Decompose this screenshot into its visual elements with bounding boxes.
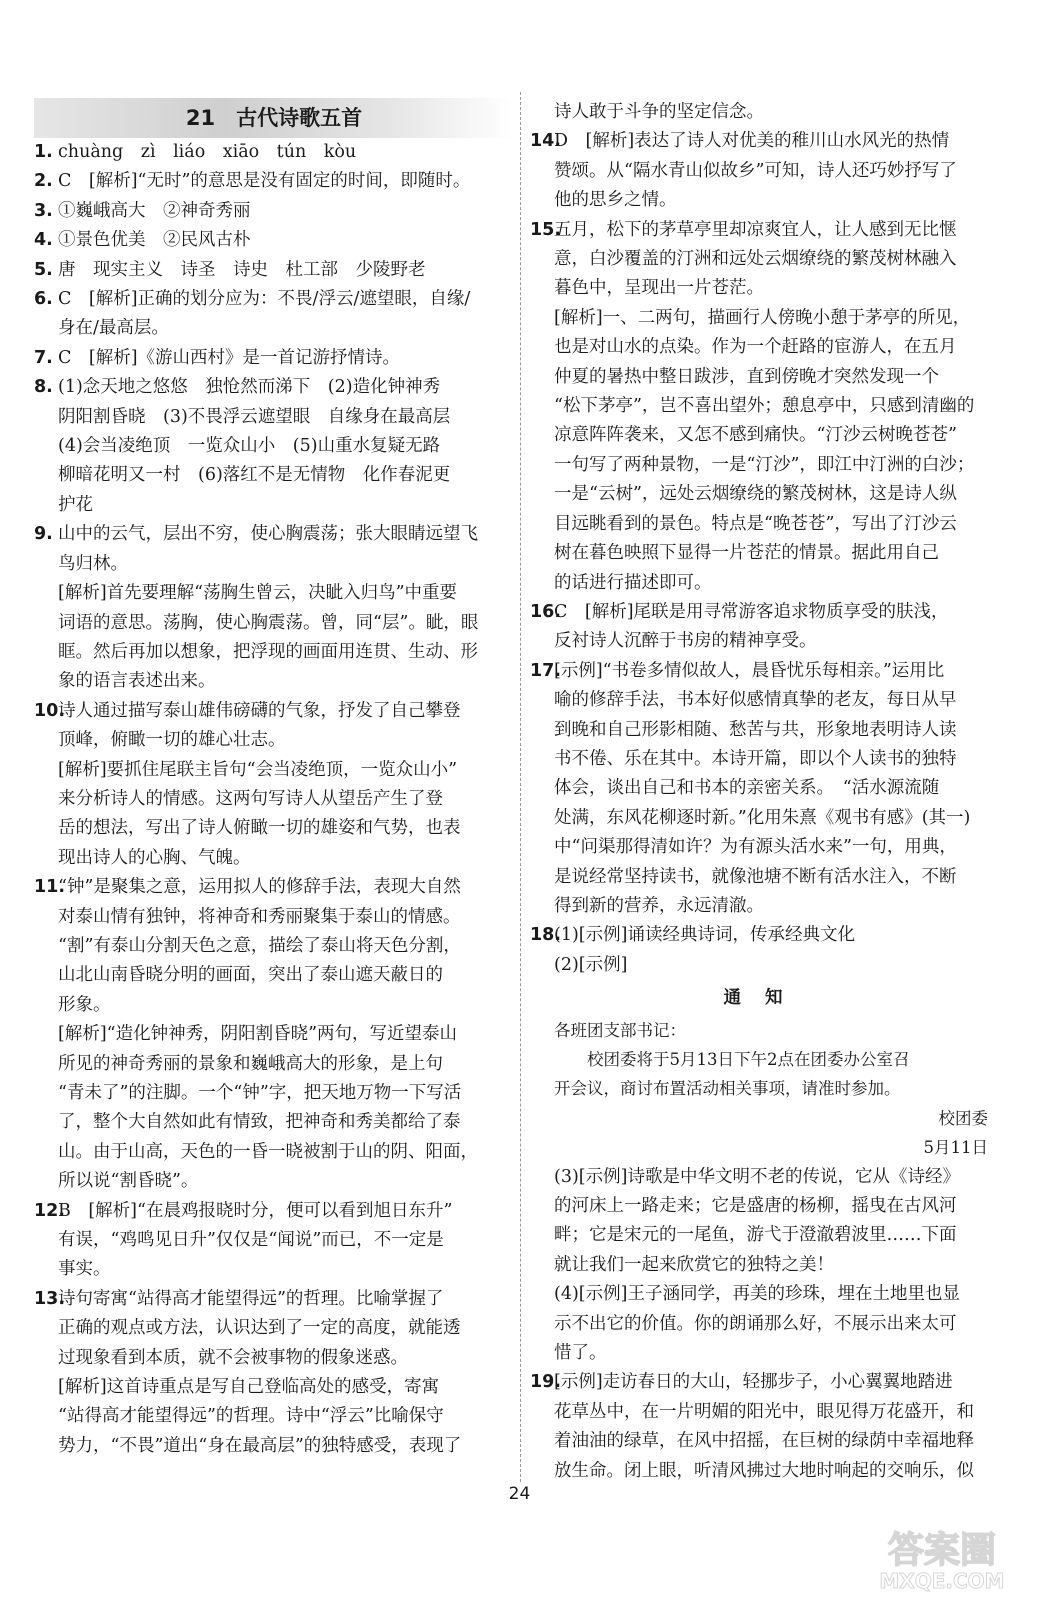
answer-line: 书不倦、乐在其中。本诗开篇，即以个人读书的独特 [554,748,957,769]
watermark-logo [852,1520,1032,1594]
answer-line: [示例]“书卷多情似故人，晨昏忧乐每相亲。”运用比 [554,660,945,681]
answer-item [530,1368,1000,1486]
right-column [530,98,1000,1486]
answer-number: 13. [34,1288,66,1309]
answer-line: [解析]这首诗重点是写自己登临高处的感受，寄寓 [58,1377,440,1398]
answer-line: C [解析]“无时”的意思是没有固定的时间，即随时。 [58,171,471,192]
answer-item [34,138,514,167]
right-answer-list [530,98,1000,980]
answer-line: 唐 现实主义 诗圣 诗史 杜工部 少陵野老 [58,259,426,280]
answer-line: 目远眺看到的景色。特点是“晚苍苍”，写出了汀沙云 [554,513,957,534]
left-column [34,98,514,1461]
notice-signature: 校团委 [938,1108,988,1128]
answer-line: (1)念天地之悠悠 独怆然而涕下 (2)造化钟神秀 [58,377,441,398]
answer-line: 他的思乡之情。 [554,190,677,211]
answer-item [34,197,514,226]
answer-line: 花草丛中，在一片明媚的阳光中，眼见得万花盛开，和 [554,1401,974,1422]
answer-line: 正确的观点或方法，认识达到了一定的高度，就能透 [58,1318,461,1339]
answer-line: 现出诗人的心胸、气魄。 [58,847,251,868]
answer-line: 鸟归林。 [58,553,128,574]
answer-item [34,285,514,344]
answer-line: 过现象看到本质，就不会被事物的假象迷惑。 [58,1347,408,1368]
column-divider [520,92,521,1482]
answer-line: 示不出它的价值。你的朗诵那么好，不展示出来太可 [554,1313,957,1334]
page-number: 24 [508,1484,531,1504]
answer-number: 17. [530,660,562,681]
section-title: 21 古代诗歌五首 [34,98,514,138]
answer-line: 到晚和自己形影相随、愁苦与共，形象地表明诗人读 [554,719,957,740]
answer-line: [解析]一、二两句，描画行人傍晚小憩于茅亭的所见， [554,307,971,328]
answer-item [530,1280,1000,1368]
answer-item [34,344,514,373]
answer-number: 2. [34,171,53,192]
answer-line: [解析]首先要理解“荡胸生曾云，决眦入归鸟”中重要 [58,583,458,604]
answer-line: 所见的神奇秀丽的景象和巍峨高大的形象，是上句 [58,1053,443,1074]
answer-line: 对泰山情有独钟，将神奇和秀丽聚集于泰山的情感。 [58,906,461,927]
answer-number: 1. [34,142,53,162]
answer-line: 一句写了两种景物，一是“汀沙”，即江中汀洲的白沙； [554,454,975,475]
answer-line: (4)[示例]王子涵同学，再美的珍珠，埋在土地里也显 [554,1284,960,1305]
answer-line: C [解析]《游山西村》是一首记游抒情诗。 [58,347,401,368]
answer-line: 身在/最高层。 [58,318,169,339]
answer-item [34,1373,514,1461]
answer-line: 仲夏的暑热中整日跋涉，直到傍晚才突然发现一个 [554,366,939,387]
answer-item [34,226,514,255]
answer-line: 护花 [58,494,93,515]
notice-body-line: 开会议，商讨布置活动相关事项，请准时参加。 [554,1079,901,1099]
answer-line: 体会，谈出自己和书本的亲密关系。 “活水源流随 [554,778,940,799]
answer-number: 18. [530,925,562,946]
answer-number: 15. [530,219,562,240]
answer-line: “青未了”的注脚。一个“钟”字，把天地万物一下写活 [58,1083,462,1103]
answer-line: 得到新的营养，永远清澈。 [554,895,764,916]
answer-line: “钟”是聚集之意，运用拟人的修辞手法，表现大自然 [58,877,461,898]
answer-item [530,98,1000,127]
answer-line: (1)[示例]诵读经典诗词，传承经典文化 [554,925,855,946]
answer-line: 是说经常坚持读书，就像池塘不断有活水注入，不断 [554,866,957,887]
answer-line: 畔；它是宋元的一尾鱼，游弋于澄澈碧波里……下面 [554,1225,957,1246]
answer-line: 词语的意思。荡胸，使心胸震荡。曾，同“层”。眦，眼 [58,612,479,633]
answer-line: 顶峰，俯瞰一切的雄心壮志。 [58,730,286,751]
answer-number: 14. [530,131,562,152]
notice-date: 5月11日 [923,1138,988,1158]
answer-line: 就让我们一起来欣赏它的独特之美！ [554,1254,834,1275]
answer-line: 赞颂。从“隔水青山似故乡”可知，诗人还巧妙抒写了 [554,160,957,181]
answer-line: 一是“云树”，远处云烟缭绕的繁茂树林，这是诗人纵 [554,484,957,505]
answer-item [530,657,1000,922]
answer-item [34,373,514,520]
watermark-text-top: 答案圈 [887,1530,997,1571]
answer-line: 的河床上一路走来；它是盛唐的杨柳，摇曳在古风河 [554,1196,957,1217]
answer-line: 所以说“割昏晓”。 [58,1171,199,1192]
answer-line: 有误，“鸡鸣见日升”仅仅是“闻说”而已，不一定是 [58,1230,444,1251]
answer-number: 11. [34,877,66,898]
answer-line: 诗句寄寓“站得高才能望得远”的哲理。比喻掌握了 [58,1288,444,1309]
answer-number: 10. [34,700,66,721]
answer-item [34,756,514,874]
answer-item [530,216,1000,304]
answer-line: 柳暗花明又一村 (6)落红不是无情物 化作春泥更 [58,465,451,486]
answer-line: 着油油的绿草，在风中招摇，在巨树的绿荫中幸福地释 [554,1431,974,1452]
answer-line: 意，白沙覆盖的汀洲和远处云烟缭绕的繁茂树林融入 [554,249,957,270]
answer-line: 势力，“不畏”道出“身在最高层”的独特感受，表现了 [58,1435,462,1456]
answer-line: ①巍峨高大 ②神奇秀丽 [58,200,251,221]
answer-line: 形象。 [58,994,111,1015]
answer-item [34,256,514,285]
answer-line: 的话进行描述即可。 [554,572,712,593]
answer-line: 岳的想法，写出了诗人俯瞰一切的雄姿和气势，也表 [58,818,461,839]
answer-line: 中“问渠那得清如许？为有源头活水来”一句，用典， [554,837,957,858]
answer-line: C [解析]正确的划分应为：不畏/浮云/遮望眼，自缘/ [58,289,471,310]
answer-item [34,167,514,196]
answer-item [34,520,514,579]
answer-line: 放生命。闭上眼，听清风拂过大地时响起的交响乐，似 [554,1460,974,1481]
answer-line: chuàng zì liáo xiāo tún kòu [58,142,357,162]
answer-number: 8. [34,377,53,398]
answer-number: 19. [530,1372,562,1393]
answer-line: 五月，松下的茅草亭里却凉爽宜人，让人感到无比惬 [554,219,957,240]
answer-item [34,579,514,697]
answer-item [530,921,1000,980]
answer-line: 凉意阵阵袭来，又怎不感到痛快。“汀沙云树晚苍苍” [554,425,957,446]
answer-line: B [解析]“在晨鸡报晓时分，便可以看到旭日东升” [58,1200,453,1221]
notice-salutation: 各班团支部书记： [554,1020,686,1040]
answer-line: 惜了。 [554,1343,607,1364]
answer-line: [示例]走访春日的大山，轻挪步子，小心翼翼地踏进 [554,1372,953,1393]
answer-number: 3. [34,200,53,221]
answer-line: 了，整个大自然如此有情致，把神奇和秀美都给了泰 [58,1112,461,1133]
answer-line: 也是对山水的点染。作为一个赶路的宦游人，在五月 [554,337,957,358]
answer-item [34,873,514,1020]
answer-line: (2)[示例] [554,954,628,975]
answer-item [530,304,1000,598]
answer-item [34,697,514,756]
answer-number: 9. [34,524,53,545]
left-answer-list [34,138,514,1461]
answer-line: 象的语言表述出来。 [58,671,216,692]
answer-item [530,127,1000,215]
answer-line: 山。由于山高，天色的一昏一晓被割于山的阴、阳面， [58,1141,478,1162]
answer-line: C [解析]尾联是用寻常游客追求物质享受的肤浅， [554,601,949,622]
answer-item [34,1020,514,1196]
answer-line: (4)会当凌绝顶 一览众山小 (5)山重水复疑无路 [58,436,441,457]
notice-block [530,984,1000,1162]
answer-line: (3)[示例]诗歌是中华文明不老的传说，它从《诗经》 [554,1166,960,1187]
answer-number: 7. [34,347,53,368]
answer-line: ①景色优美 ②民风古朴 [58,230,251,251]
answer-line: “松下茅亭”，岂不喜出望外；憩息亭中，只感到清幽的 [554,396,975,417]
answer-line: 山北山南昏晓分明的画面，突出了泰山遮天蔽日的 [58,965,443,986]
answer-line: 事实。 [58,1259,111,1280]
notice-title: 通知 [723,988,807,1009]
answer-line: 阴阳割昏晓 (3)不畏浮云遮望眼 自缘身在最高层 [58,406,451,427]
answer-item [530,598,1000,657]
answer-line: 反衬诗人沉醉于书房的精神享受。 [554,631,817,652]
answer-line: 暮色中，呈现出一片苍茫。 [554,278,764,299]
answer-line: 眶。然后再加以想象，把浮现的画面用连贯、生动、形 [58,641,478,662]
notice-body-line: 校团委将于5月13日下午2点在团委办公室召 [587,1050,910,1069]
answer-line: “站得高才能望得远”的哲理。诗中“浮云”比喻保守 [58,1406,444,1427]
answer-item [34,1197,514,1285]
answer-line: “割”有泰山分割天色之意，描绘了泰山将天色分割， [58,935,461,956]
answer-line: [解析]“造化钟神秀，阴阳割昏晓”两句，写近望泰山 [58,1024,458,1045]
watermark-text-bottom: MXQE.COM [879,1569,1005,1593]
answer-line: 喻的修辞手法，书本好似感情真挚的老友，每日从早 [554,690,957,711]
answer-line: 诗人敢于斗争的坚定信念。 [554,102,764,122]
answer-line: 树在暮色映照下显得一片苍茫的情景。据此用自己 [554,543,939,564]
answer-line: D [解析]表达了诗人对优美的稚川山水风光的热情 [554,131,950,152]
answer-number: 4. [34,230,53,251]
answer-number: 12. [34,1200,66,1221]
answer-line: 来分析诗人的情感。这两句写诗人从望岳产生了登 [58,788,443,809]
answer-number: 5. [34,259,53,280]
answer-line: [解析]要抓住尾联主旨句“会当凌绝顶，一览众山小” [58,759,458,780]
answer-item [34,1285,514,1373]
answer-line: 处满，东风花柳逐时新。”化用朱熹《观书有感》(其一) [554,807,971,828]
answer-item [530,1163,1000,1281]
answer-number: 6. [34,289,53,310]
right-answer-list-continued [530,1163,1000,1486]
answer-line: 山中的云气，层出不穷，使心胸震荡；张大眼睛远望飞 [58,524,478,545]
answer-line: 诗人通过描写泰山雄伟磅礴的气象，抒发了自己攀登 [58,700,461,721]
answer-number: 16. [530,601,562,622]
